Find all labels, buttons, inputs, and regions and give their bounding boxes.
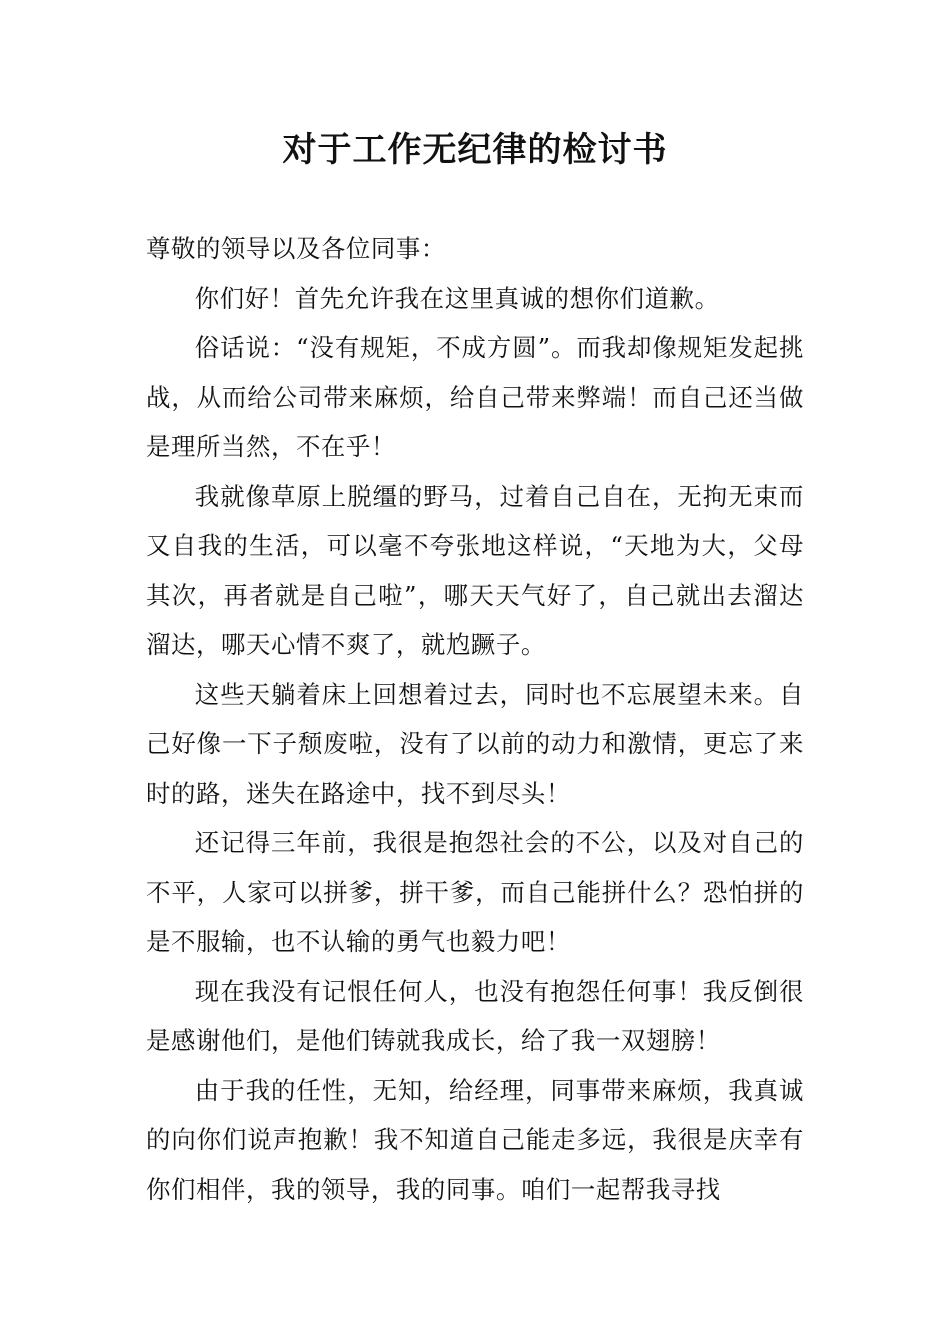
paragraph-reflection: 这些天躺着床上回想着过去，同时也不忘展望未来。自己好像一下子颓废啦，没有了以前的动力和激情，更忘了来时的路，迷失在路途中，找不到尽头！ [146, 679, 804, 808]
paragraph-three-years-ago: 还记得三年前，我很是抱怨社会的不公，以及对自己的不平，人家可以拼爹，拼干爹，而自己能拼什么？恐怕拼的是不服输，也不认输的勇气也毅力吧！ [146, 828, 804, 956]
paragraph-gratitude: 现在我没有记恨任何人，也没有抱怨任何事！我反倒很是感谢他们，是他们铸就我成长，给了我一双翅膀！ [146, 976, 804, 1055]
paragraph-wild-horse: 我就像草原上脱缰的野马，过着自己自在，无拘无束而又自我的生活，可以毫不夸张地这样说，“天地为大，父母其次，再者就是自己啦”，哪天天气好了，自己就出去溜达溜达，哪天心情不爽了，就尥蹶子。 [146, 481, 804, 659]
salutation: 尊敬的领导以及各位同事： [146, 234, 446, 263]
document-body [146, 224, 804, 1214]
document-title: 对于工作无纪律的检讨书 [282, 130, 668, 170]
paragraph-apology: 由于我的任性，无知，给经理，同事带来麻烦，我真诚的向你们说声抱歉！我不知道自己能走多远，我很是庆幸有你们相伴，我的领导，我的同事。咱们一起帮我寻找 [146, 1075, 804, 1204]
paragraph-proverb: 俗话说：“没有规矩，不成方圆”。而我却像规矩发起挑战，从而给公司带来麻烦，给自己带来弊端！而自己还当做是理所当然，不在乎！ [146, 333, 804, 461]
paragraph-greeting: 你们好！首先允许我在这里真诚的想你们道歉。 [194, 283, 720, 313]
